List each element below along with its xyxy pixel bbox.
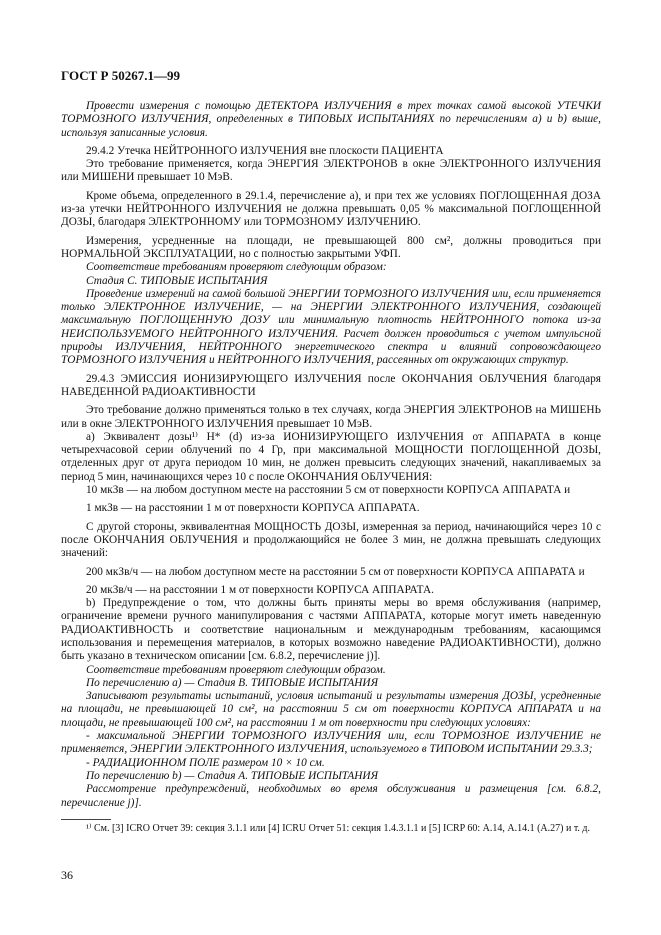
paragraph: Соответствие требованиям проверяют следующим образом: — [86, 261, 387, 274]
paragraph: Провести измерения с помощью ДЕТЕКТОРА ИЗЛУЧЕНИЯ в трех точках самой высокой УТЕЧКИ ТОРМОЗНОГО ИЗЛУЧЕНИЯ, определенных в ТИПОВЫХ ИСПЫТАНИЯХ по перечислениям а) и b) выше, используя записанные условия. — [61, 100, 601, 139]
list-item: а) Эквивалент дозы¹⁾ Н* (d) из-за ИОНИЗИРУЮЩЕГО ИЗЛУЧЕНИЯ от АППАРАТА в конце четырехчасовой серии облучений по 4 Гр, при максимальной МОЩНОСТИ ПОГЛОЩЕННОЙ ДОЗЫ, отделенных друг от друга периодом 10 мин, не должен превысить следующих значений, накапливаемых за период 5 мин, начинающихся через 10 с после ОКОНЧАНИЯ ОБЛУЧЕНИЯ: — [61, 430, 601, 483]
footnote-divider — [61, 819, 111, 820]
list-item: - РАДИАЦИОННОМ ПОЛЕ размером 10 × 10 см. — [86, 756, 325, 769]
document-body — [61, 100, 601, 810]
page-number: 36 — [61, 868, 73, 882]
stage-heading: По перечислению а) — Стадия В. ТИПОВЫЕ ИСПЫТАНИЯ — [86, 676, 379, 689]
paragraph: Записывают результаты испытаний, условия испытаний и результаты измерения ДОЗЫ, усредненные на площади, не превышающей 10 см², на расстоянии 5 см от поверхности КОРПУСА АППАРАТА и на площади, не превышающей 100 см², на расстоянии 1 м от поверхности при следующих условиях: — [61, 690, 601, 729]
stage-heading: Стадия С. ТИПОВЫЕ ИСПЫТАНИЯ — [86, 274, 268, 287]
stage-heading: По перечислению b) — Стадия А. ТИПОВЫЕ ИСПЫТАНИЯ — [86, 769, 379, 782]
paragraph: 20 мкЗв/ч — на расстоянии 1 м от поверхности КОРПУСА АППАРАТА. — [86, 583, 435, 596]
paragraph: 10 мкЗв — на любом доступном месте на расстоянии 5 см от поверхности КОРПУСА АППАРАТА и — [86, 484, 571, 497]
paragraph: С другой стороны, эквивалентная МОЩНОСТЬ ДОЗЫ, измеренная за период, начинающийся через 10 с после ОКОНЧАНИЯ ОБЛУЧЕНИЯ и продолжающийся не более 3 мин, не должна превышать следующих значений: — [61, 520, 601, 560]
paragraph: 200 мкЗв/ч — на любом доступном месте на расстоянии 5 см от поверхности КОРПУСА АППАРАТА и — [86, 565, 585, 578]
list-item: - максимальной ЭНЕРГИИ ТОРМОЗНОГО ИЗЛУЧЕНИЯ или, если ТОРМОЗНОЕ ИЗЛУЧЕНИЕ не применяется, ЭНЕРГИИ ЭЛЕКТРОННОГО ИЗЛУЧЕНИЯ, используемого в ТИПОВОМ ИСПЫТАНИИ 29.3.3; — [61, 730, 601, 756]
paragraph: 1 мкЗв — на расстоянии 1 м от поверхности КОРПУСА АППАРАТА. — [86, 502, 420, 515]
paragraph: Это требование должно применяться только в тех случаях, когда ЭНЕРГИЯ ЭЛЕКТРОНОВ на МИШЕНЬ или в окне ЭЛЕКТРОННОГО ИЗЛУЧЕНИЯ превышает 10 МэВ. — [61, 404, 601, 430]
paragraph: Рассмотрение предупреждений, необходимых во время обслуживания и размещения [см. 6.8.2, перечисление j)]. — [61, 783, 601, 809]
paragraph: Это требование применяется, когда ЭНЕРГИЯ ЭЛЕКТРОНОВ в окне ЭЛЕКТРОННОГО ИЗЛУЧЕНИЯ или МИШЕНИ превышает 10 МэВ. — [61, 158, 601, 184]
section-heading: 29.4.2 Утечка НЕЙТРОННОГО ИЗЛУЧЕНИЯ вне плоскости ПАЦИЕНТА — [86, 144, 444, 157]
paragraph: Кроме объема, определенного в 29.1.4, перечисление а), и при тех же условиях ПОГЛОЩЕННАЯ ДОЗА из-за утечки НЕЙТРОННОГО ИЗЛУЧЕНИЯ не должна превышать 0,05 % максимальной ПОГЛОЩЕННОЙ ДОЗЫ, благодаря ЭЛЕКТРОННОМУ или ТОРМОЗНОМУ ИЗЛУЧЕНИЮ. — [61, 189, 601, 229]
paragraph: Измерения, усредненные на площади, не превышающей 800 см², должны проводиться при НОРМАЛЬНОЙ ЭКСПЛУАТАЦИИ, но с полностью закрытыми УФП. — [61, 234, 601, 260]
list-item: b) Предупреждение о том, что должны быть приняты меры во время обслуживания (например, ограничение времени ручного манипулирования с частями АППАРАТА, которые могут иметь наведенную РАДИОАКТИВНОСТЬ и соответствие национальным и международным требованиям, касающимся использования и перемещения материалов, в которых возможно наведение РАДИОАКТИВНОСТИ), должно быть указано в техническом описании [см. 6.8.2, перечисление j)]. — [61, 597, 601, 663]
paragraph: Проведение измерений на самой большой ЭНЕРГИИ ТОРМОЗНОГО ИЗЛУЧЕНИЯ или, если применяется только ЭЛЕКТРОННОЕ ИЗЛУЧЕНИЕ, — на ЭНЕРГИИ ЭЛЕКТРОННОГО ИЗЛУЧЕНИЯ, создающей максимальную ПОГЛОЩЕННУЮ ДОЗУ или минимальную плотность НЕЙТРОННОГО потока из-за НЕИСПОЛЬЗУЕМОГО НЕЙТРОННОГО ИЗЛУЧЕНИЯ. Расчет должен проводиться с учетом импульсной природы ИЗЛУЧЕНИЯ, НЕЙТРОННОГО энергетического спектра и влияний сопровождающего ТОРМОЗНОГО ИЗЛУЧЕНИЯ и НЕЙТРОННОГО ИЗЛУЧЕНИЯ, рассеянных от окружающих структур. — [61, 287, 601, 367]
footnote: ¹⁾ См. [3] ICRO Отчет 39: секция 3.1.1 или [4] ICRU Отчет 51: секция 1.4.3.1.1 и [5] ICRP 60: А.14, А.14.1 (А.27) и т. д. — [86, 823, 591, 834]
section-heading: 29.4.3 ЭМИССИЯ ИОНИЗИРУЮЩЕГО ИЗЛУЧЕНИЯ после ОКОНЧАНИЯ ОБЛУЧЕНИЯ благодаря НАВЕДЕННОЙ РАДИОАКТИВНОСТИ — [61, 372, 601, 398]
document-header: ГОСТ Р 50267.1—99 — [61, 68, 180, 83]
paragraph: Соответствие требованиям проверяют следующим образом. — [86, 663, 386, 676]
